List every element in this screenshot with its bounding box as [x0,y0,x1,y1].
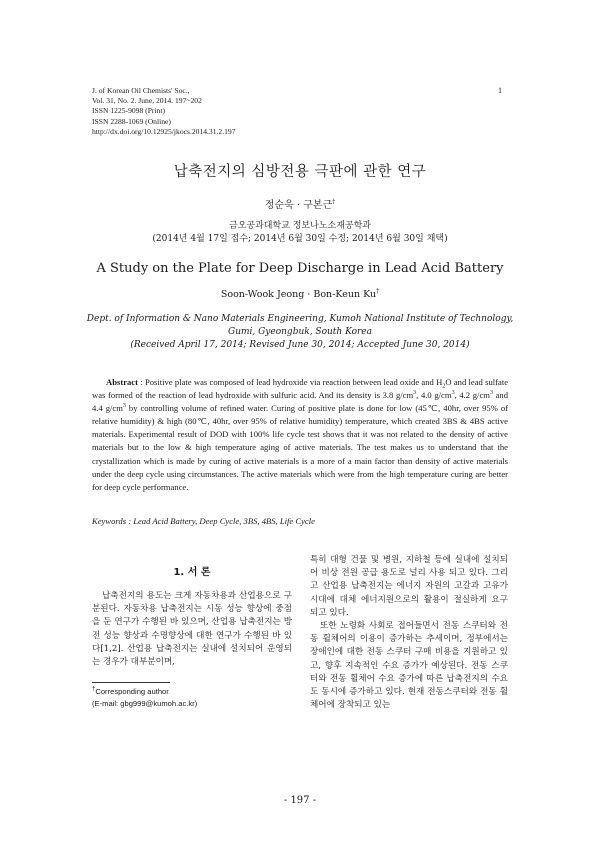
footnote [92,686,197,710]
affiliation-korean [60,220,540,245]
abstract-superscript: 3 [489,390,493,397]
footnote-corresponding: Corresponding author [95,687,169,696]
authors-korean-names: 정순욱 · 구본근 [264,200,333,211]
right-column-paragraph-1: 특히 대형 건물 및 병원, 지하철 등에 실내에 설치되어 비상 전원 공급 용도로 널리 사용 되고 있다. 그리고 산업용 납축전지는 에너지 자원의 고갈과 고유가 시대에 대체 에너지원으로의 활용이 절실하게 요구 되고 있다. [310,555,508,618]
abstract-text: by controlling volume of refined water. Curing of positive plate is done for low (45℃, 40hr, over 95% of relative humidity) & high (80℃, 40hr, over 95% of relative humidity) temperature, which created 3BS & 4BS active materials. Experimental result of DOD with 100% life cycle test shows that it was not related to the density of active materials but to the low & high temperature aging of active materials. The test makes us to understand that the crystallization which is made by curing of active materials is a more of a main factor than density of active materials under the deep cycle using circumstances. The active materials which were from the high temperature curing are better for deep cycle performance. [92,403,509,492]
page-number-top: 1 [498,86,502,95]
abstract-superscript: 3 [122,403,126,410]
journal-info [92,86,236,137]
abstract-superscript: 3 [413,390,417,397]
abstract-text: , 4.0 g/cm [416,390,452,401]
left-column-paragraph: 납축전지의 용도는 크게 자동차용과 산업용으로 구분된다. 자동차용 납축전지는 시동 성능 향상에 중점을 둔 연구가 수행된 바 있으며, 산업용 납축전지는 방전 성능 향상과 수명향상에 대한 연구가 수행된 바 있다[1,2]. 산업용 납축전지는 실내에 설치되어 운영되는 경우가 대부분이며, [92,591,292,668]
authors-korean [60,196,540,211]
dates-english: (Received April 17, 2014; Revised June 30, 2014; Accepted June 30, 2014) [130,340,470,350]
abstract-text: and 4.4 g/cm [92,390,509,414]
affiliation-english [60,313,540,352]
title-english: A Study on the Plate for Deep Discharge in Lead Acid Battery [96,261,504,276]
affiliation-korean-dept: 금오공과대학교 정보나노소재공학과 [229,221,371,231]
right-column [310,554,508,712]
journal-name: J. of Korean Oil Chemists' Soc., [92,86,190,95]
right-column-paragraph-2: 또한 노령화 사회로 접어들면서 전동 스쿠터와 전동 휠체어의 이용이 증가하는 추세이며, 정부에서는 장애인에 대한 전동 스쿠터 구매 비용을 지원하고 있고, 향후 지속적인 수요 증가가 예상된다. 전동 스쿠터와 전동 휠체어 수요 증가에 따른 납축전지의 수요도 동시에 증가하고 있다. 현재 전동스쿠터와 전동 휠체어에 장착되고 있는 [310,621,508,711]
section-heading-introduction: 1. 서 론 [173,567,211,578]
abstract-superscript: 3 [451,390,455,397]
journal-volume: Vol. 31, No. 2. June, 2014. 197~202 [92,96,202,106]
abstract-text: Positive plate was composed of lead hydroxide via reaction between lead oxide and [144,377,437,387]
abstract-sep: : [137,377,145,387]
footnote-mark: † [92,686,96,693]
authors-english [60,289,540,300]
left-column [92,590,292,669]
abstract-label: Abstract [106,377,138,387]
authors-english-names: Soon-Wook Jeong · Bon-Keun Ku [220,289,377,300]
corresponding-mark-en: † [376,287,380,295]
corresponding-mark: † [332,198,336,206]
abstract-text: O and lead sulfate was formed of the reaction of lead hydroxide with sulfuric acid. And its density is 3.8 g/cm [92,377,509,401]
doi-link[interactable]: http://dx.doi.org/10.12925/jkocs.2014.31.2.197 [92,126,236,136]
abstract-subscript: 2 [442,383,446,390]
footnote-divider [92,682,170,683]
abstract-text: , 4.2 g/cm [454,390,490,401]
issn-print: ISSN 1225-9098 (Print) [92,106,165,116]
affiliation-english-dept: Dept. of Information & Nano Materials Engineering, Kumoh National Institute of Technology, [86,314,514,324]
dates-korean: (2014년 4월 17일 접수; 2014년 6월 30일 수정; 2014년 6월 30일 채택) [152,233,448,244]
page-number-bottom: - 197 - [283,795,317,806]
footnote-email: (E-mail: gbg999@kumoh.ac.kr) [92,699,198,708]
abstract-text: H [436,377,443,387]
title-korean: 납축전지의 심방전용 극판에 관한 연구 [173,164,427,180]
affiliation-english-location: Gumi, Gyeongbuk, South Korea [228,327,372,337]
abstract [92,376,508,494]
issn-online: ISSN 2288-1069 (Online) [92,116,171,126]
footnote-line [92,686,197,698]
keywords: Keywords : Lead Acid Battery, Deep Cycle, 3BS, 4BS, Life Cycle [92,516,315,526]
